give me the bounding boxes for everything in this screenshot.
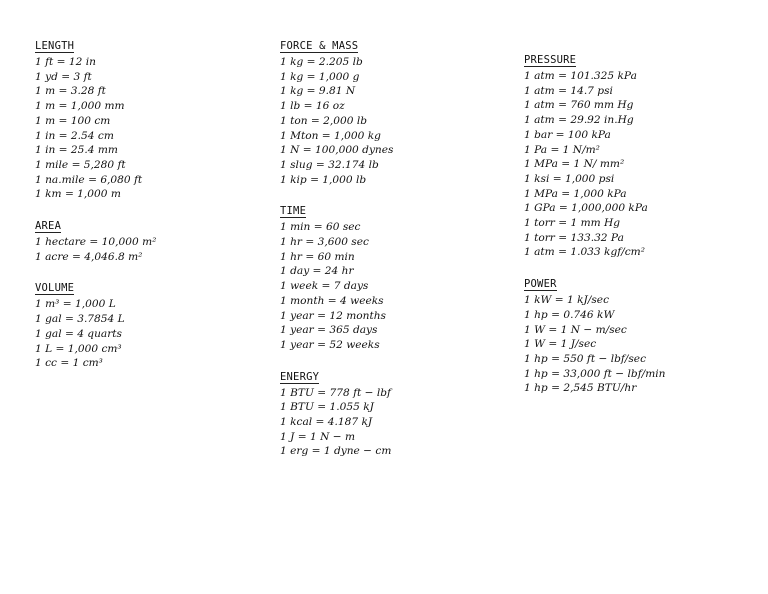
conversion-row: 1 acre = 4,046.8 m² — [35, 250, 143, 263]
conversion-row: 1 atm = 29.92 in.Hg — [524, 114, 634, 127]
section-heading: PRESSURE — [524, 54, 577, 66]
conversion-row: 1 month = 4 weeks — [280, 294, 384, 307]
section-pressure — [524, 48, 754, 260]
conversion-row: 1 week = 7 days — [280, 280, 369, 293]
section-force-mass — [280, 34, 510, 187]
column-1 — [35, 34, 265, 383]
section-heading: POWER — [524, 278, 557, 291]
conversion-row: 1 W = 1 J/sec — [524, 338, 597, 351]
conversion-row: 1 ft = 12 in — [35, 56, 96, 68]
section-heading: AREA — [35, 220, 62, 233]
conversion-row: 1 year = 365 days — [280, 324, 378, 337]
conversion-row: 1 kcal = 4.187 kJ — [280, 416, 373, 429]
conversion-row: 1 atm = 101.325 kPa — [524, 70, 637, 82]
conversion-row: 1 hr = 60 min — [280, 250, 355, 263]
conversion-row: 1 yd = 3 ft — [35, 70, 92, 83]
conversion-row: 1 ton = 2,000 lb — [280, 114, 368, 127]
conversion-row: 1 torr = 133.32 Pa — [524, 231, 624, 244]
conversion-row: 1 gal = 4 quarts — [35, 327, 122, 340]
conversion-row: 1 MPa = 1 N/ mm² — [524, 158, 625, 171]
conversion-row: 1 year = 12 months — [280, 309, 386, 322]
section-power — [524, 272, 754, 396]
conversion-row: 1 hp = 550 ft − lbf/sec — [524, 352, 646, 365]
conversion-row: 1 MPa = 1,000 kPa — [524, 187, 627, 200]
conversion-row: 1 cc = 1 cm³ — [35, 357, 103, 370]
conversion-row: 1 kg = 1,000 g — [280, 70, 360, 83]
conversion-row: 1 Pa = 1 N/m² — [524, 143, 600, 156]
conversion-row: 1 min = 60 sec — [280, 221, 361, 234]
conversion-row: 1 hectare = 10,000 m² — [35, 236, 157, 249]
conversion-row: 1 hr = 3,600 sec — [280, 236, 369, 249]
conversion-row: 1 kW = 1 kJ/sec — [524, 294, 610, 307]
conversion-row: 1 mile = 5,280 ft — [35, 158, 126, 171]
conversion-row: 1 m = 100 cm — [35, 114, 111, 127]
section-heading: VOLUME — [35, 282, 75, 295]
conversion-row: 1 in = 25.4 mm — [35, 144, 118, 157]
conversion-row: 1 J = 1 N − m — [280, 430, 355, 443]
conversion-row: 1 in = 2.54 cm — [35, 129, 114, 142]
conversion-row: 1 slug = 32.174 lb — [280, 158, 379, 171]
conversion-row: 1 gal = 3.7854 L — [35, 313, 125, 326]
conversion-row: 1 torr = 1 mm Hg — [524, 217, 621, 230]
conversion-row: 1 atm = 14.7 psi — [524, 84, 613, 97]
section-heading: LENGTH — [35, 40, 75, 52]
conversion-row: 1 hp = 2,545 BTU/hr — [524, 382, 637, 395]
section-length — [35, 34, 265, 202]
conversion-row: 1 hp = 33,000 ft − lbf/min — [524, 367, 666, 380]
conversion-row: 1 year = 52 weeks — [280, 338, 380, 351]
conversion-row: 1 BTU = 1.055 kJ — [280, 401, 374, 414]
conversion-row: 1 W = 1 N − m/sec — [524, 323, 627, 336]
section-heading: ENERGY — [280, 370, 320, 383]
conversion-row: 1 N = 100,000 dynes — [280, 144, 394, 157]
section-volume — [35, 276, 265, 371]
conversion-row: 1 km = 1,000 m — [35, 188, 121, 201]
section-area — [35, 214, 265, 264]
conversion-row: 1 BTU = 778 ft − lbf — [280, 386, 391, 399]
conversion-row: 1 kg = 2.205 lb — [280, 56, 363, 68]
conversion-row: 1 lb = 16 oz — [280, 100, 345, 113]
conversion-row: 1 ksi = 1,000 psi — [524, 172, 615, 185]
conversion-row: 1 erg = 1 dyne − cm — [280, 445, 392, 458]
conversion-row: 1 kip = 1,000 lb — [280, 173, 367, 186]
conversion-row: 1 hp = 0.746 kW — [524, 308, 615, 321]
conversion-row: 1 bar = 100 kPa — [524, 128, 611, 141]
section-heading: TIME — [280, 205, 307, 218]
conversion-row: 1 L = 1,000 cm³ — [35, 342, 122, 355]
conversion-row: 1 atm = 1.033 kgf/cm² — [524, 246, 645, 259]
conversion-row: 1 GPa = 1,000,000 kPa — [524, 202, 648, 215]
conversion-row: 1 m = 3.28 ft — [35, 85, 106, 98]
conversion-row: 1 Mton = 1,000 kg — [280, 129, 381, 142]
conversion-row: 1 m³ = 1,000 L — [35, 298, 116, 311]
conversion-row: 1 na.mile = 6,080 ft — [35, 173, 143, 186]
column-3 — [524, 48, 754, 408]
section-heading: FORCE & MASS — [280, 40, 359, 52]
section-energy — [280, 365, 510, 460]
conversion-row: 1 atm = 760 mm Hg — [524, 99, 634, 112]
column-2 — [280, 34, 510, 471]
conversion-row: 1 m = 1,000 mm — [35, 100, 125, 113]
section-time — [280, 199, 510, 352]
conversion-row: 1 day = 24 hr — [280, 265, 354, 278]
conversion-row: 1 kg = 9.81 N — [280, 85, 356, 98]
